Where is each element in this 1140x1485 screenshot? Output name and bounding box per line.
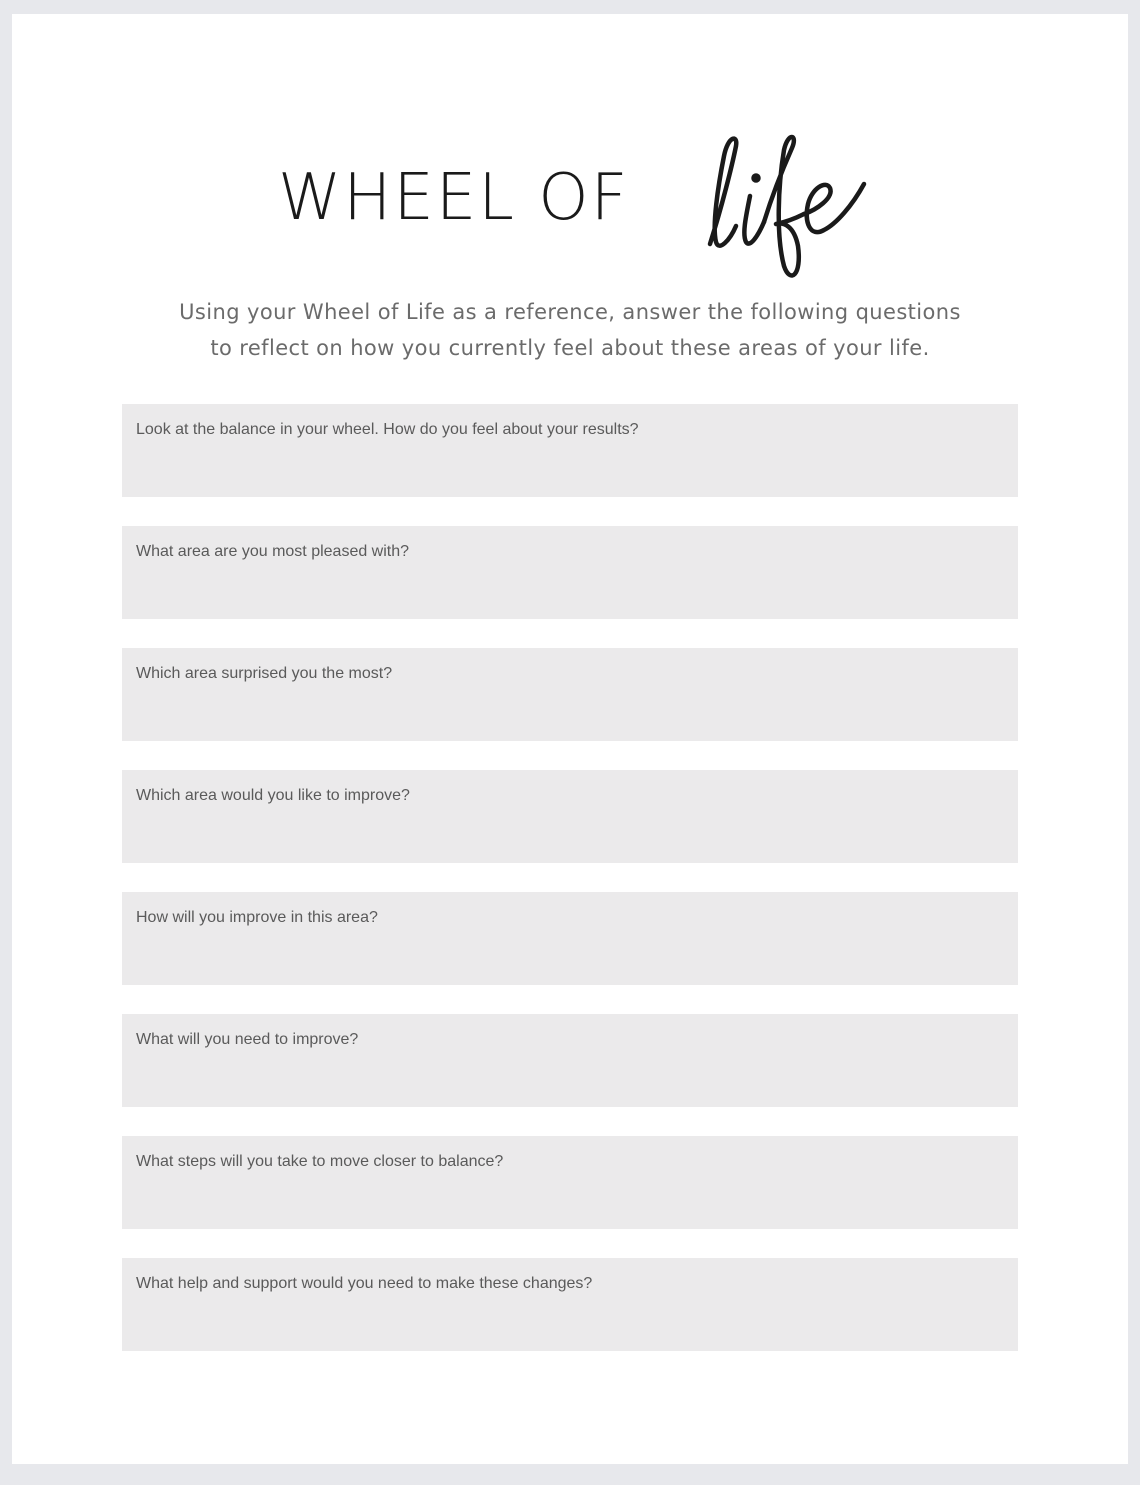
answer-box-2[interactable]	[122, 526, 1018, 619]
title-script-life	[692, 126, 882, 286]
question-label-2: What area are you most pleased with?	[136, 543, 410, 560]
answer-box-4[interactable]	[122, 770, 1018, 863]
answer-box-8[interactable]	[122, 1258, 1018, 1351]
intro-line-1: Using your Wheel of Life as a reference, answer the following questions	[179, 300, 961, 324]
answer-box-6[interactable]	[122, 1014, 1018, 1107]
worksheet-page	[12, 14, 1128, 1464]
question-label-8: What help and support would you need to make these changes?	[136, 1275, 593, 1292]
question-label-6: What will you need to improve?	[136, 1031, 359, 1048]
answer-box-5[interactable]	[122, 892, 1018, 985]
intro-text	[72, 294, 1068, 366]
answer-box-7[interactable]	[122, 1136, 1018, 1229]
answer-box-3[interactable]	[122, 648, 1018, 741]
page-title	[12, 126, 1128, 286]
life-script-lettering	[692, 126, 882, 286]
question-label-7: What steps will you take to move closer to balance?	[136, 1153, 504, 1170]
intro-line-2: to reflect on how you currently feel about these areas of your life.	[210, 336, 930, 360]
title-main-text: WHEEL OF	[278, 161, 630, 235]
answer-box-1[interactable]	[122, 404, 1018, 497]
question-label-1: Look at the balance in your wheel. How do you feel about your results?	[136, 421, 639, 438]
question-label-5: How will you improve in this area?	[136, 909, 378, 926]
question-label-4: Which area would you like to improve?	[136, 787, 410, 804]
question-label-3: Which area surprised you the most?	[136, 665, 393, 682]
